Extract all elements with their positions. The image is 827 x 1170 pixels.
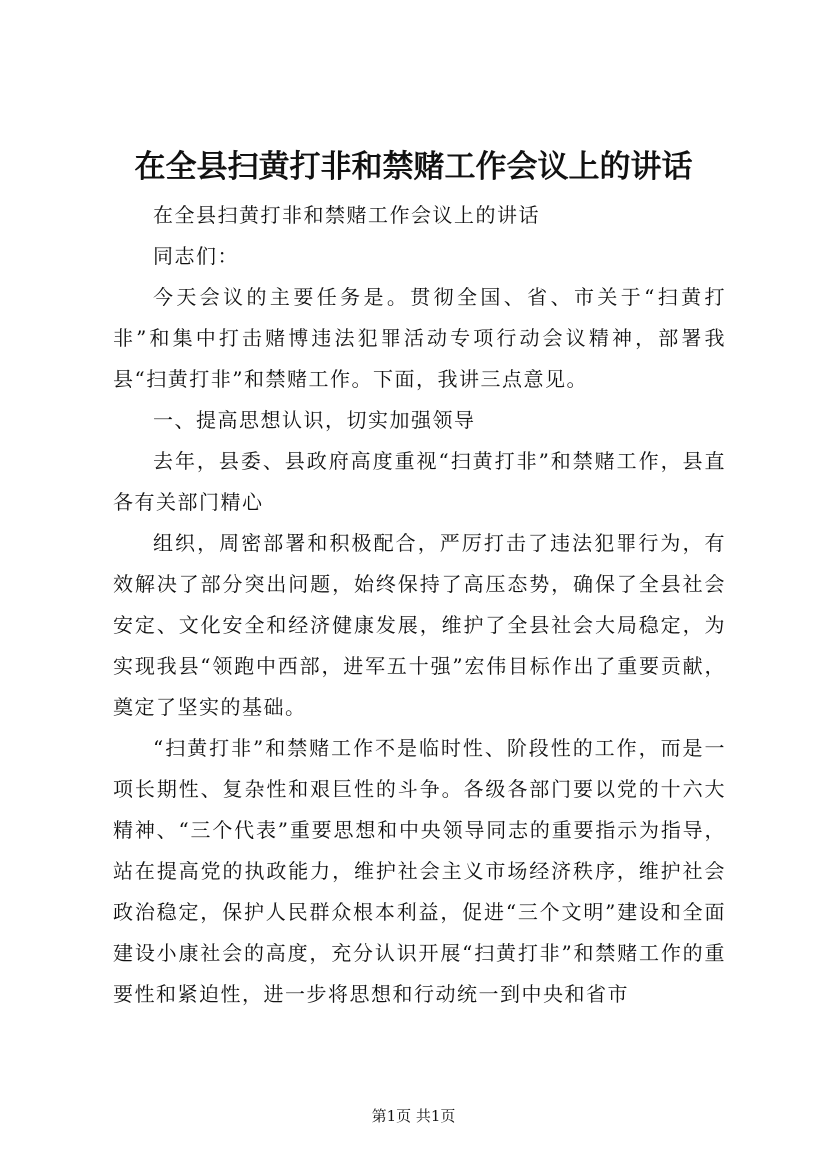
intro-paragraph: 今天会议的主要任务是。贯彻全国、省、市关于“扫黄打非”和集中打击赌博违法犯罪活动专项行动会议精神，部署我县“扫黄打非”和禁赌工作。下面，我讲三点意见。 [113,285,726,391]
subtitle-paragraph: 在全县扫黄打非和禁赌工作会议上的讲话 [153,203,540,227]
document-title: 在全县扫黄打非和禁赌工作会议上的讲话 [134,149,693,185]
salutation-paragraph: 同志们： [153,244,239,268]
body-paragraph: 去年，县委、县政府高度重视“扫黄打非”和禁赌工作，县直各有关部门精心 [113,449,726,514]
body-paragraph: 组织，周密部署和积极配合，严厉打击了违法犯罪行为，有效解决了部分突出问题，始终保持了高压态势，确保了全县社会安定、文化安全和经济健康发展，维护了全县社会大局稳定，为实现我县“领跑中西部，进军五十强”宏伟目标作出了重要贡献，奠定了坚实的基础。 [113,531,726,719]
body-paragraph: “扫黄打非”和禁赌工作不是临时性、阶段性的工作，而是一项长期性、复杂性和艰巨性的斗争。各级各部门要以党的十六大精神、“三个代表”重要思想和中央领导同志的重要指示为指导，站在提高党的执政能力，维护社会主义市场经济秩序，维护社会政治稳定，保护人民群众根本利益，促进“三个文明”建设和全面建设小康社会的高度，充分认识开展“扫黄打非”和禁赌工作的重要性和紧迫性，进一步将思想和行动统一到中央和省市 [113,736,726,1006]
section-heading: 一、提高思想认识，切实加强领导 [153,408,476,432]
document-body [113,195,726,1015]
page-footer: 第1页 共1页 [371,1107,456,1125]
